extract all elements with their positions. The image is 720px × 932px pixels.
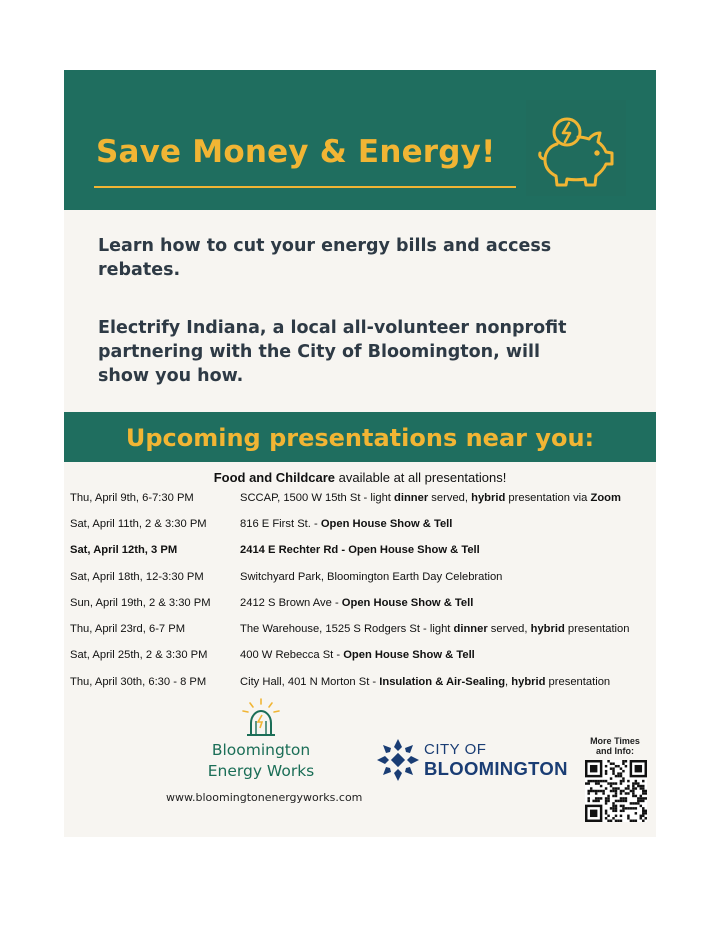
event-row: [70, 571, 670, 589]
event-location: 400 W Rebecca St - Open House Show & Tell: [240, 649, 475, 661]
food-childcare-note: [64, 470, 656, 485]
city-of-text: CITY OF: [424, 741, 487, 758]
event-location: 2412 S Brown Ave - Open House Show & Tell: [240, 597, 474, 609]
event-date: Thu, April 23rd, 6-7 PM: [70, 623, 186, 635]
bew-website: www.bloomingtonenergyworks.com: [166, 791, 363, 804]
event-location: Switchyard Park, Bloomington Earth Day Celebration: [240, 571, 503, 583]
event-date: Sat, April 18th, 12-3:30 PM: [70, 571, 204, 583]
event-location: 816 E First St. - Open House Show & Tell: [240, 518, 453, 530]
note-rest: available at all presentations!: [335, 470, 507, 485]
intro-text-1: Learn how to cut your energy bills and access rebates.: [98, 236, 552, 280]
event-row: [70, 597, 670, 615]
city-of-bloomington-logo: [376, 738, 420, 782]
event-date: Sat, April 25th, 2 & 3:30 PM: [70, 649, 208, 661]
event-location: 2414 E Rechter Rd - Open House Show & Tell: [240, 544, 480, 556]
event-row: [70, 649, 670, 667]
more-info-label: More Times and Info:: [590, 736, 640, 756]
bew-name: Bloomington Energy Works: [207, 741, 315, 780]
event-date: Sun, April 19th, 2 & 3:30 PM: [70, 597, 211, 609]
event-date: Thu, April 30th, 6:30 - 8 PM: [70, 676, 207, 688]
event-row: [70, 544, 670, 562]
city-name-text: BLOOMINGTON: [424, 758, 568, 779]
title-underline: [94, 186, 516, 188]
event-row: [70, 623, 670, 641]
event-date: Sat, April 12th, 3 PM: [70, 544, 178, 556]
qr-code[interactable]: [585, 760, 647, 822]
event-location: SCCAP, 1500 W 15th St - light dinner served, hybrid presentation via Zoom: [240, 492, 621, 504]
presentations-banner: [64, 412, 656, 462]
event-row: [70, 518, 670, 536]
event-row: [70, 492, 670, 510]
event-location: City Hall, 401 N Morton St - Insulation & Air-Sealing, hybrid presentation: [240, 676, 611, 688]
event-date: Thu, April 9th, 6-7:30 PM: [70, 492, 194, 504]
page-title: Save Money & Energy!: [96, 134, 496, 170]
event-location: The Warehouse, 1525 S Rodgers St - light dinner served, hybrid presentation: [240, 623, 630, 635]
event-date: Sat, April 11th, 2 & 3:30 PM: [70, 518, 207, 530]
intro-text-2: Electrify Indiana, a local all-volunteer nonprofit partnering with the City of Bloomington, will show you how.: [98, 318, 567, 386]
presentations-heading: Upcoming presentations near you:: [125, 424, 595, 452]
event-row: [70, 676, 670, 694]
piggy-bank-icon: [526, 100, 626, 196]
note-bold: Food and Childcare: [213, 470, 336, 485]
